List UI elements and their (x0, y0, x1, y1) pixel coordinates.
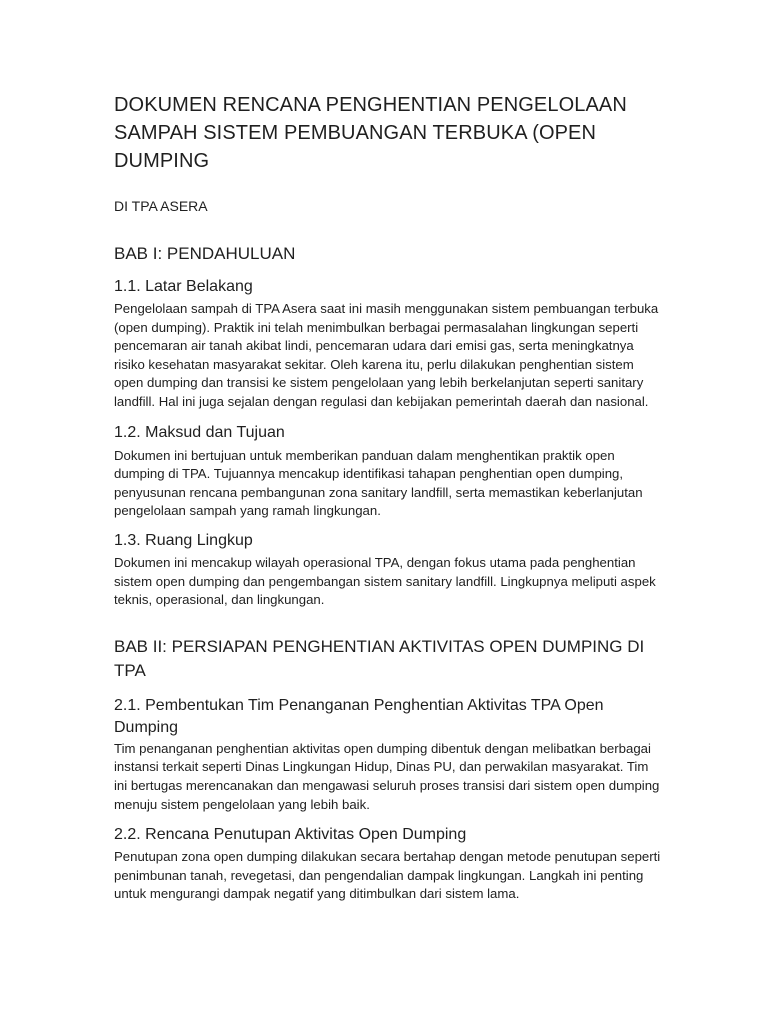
section-heading-1-3: 1.3. Ruang Lingkup (114, 531, 253, 549)
document-subtitle: DI TPA ASERA (114, 198, 208, 214)
document-page (114, 91, 662, 904)
section-body-1-1: Pengelolaan sampah di TPA Asera saat ini masih menggunakan sistem pembuangan terbuka (open dumping). Praktik ini telah menimbulkan berbagai permasalahan lingkungan seperti pencemaran air tanah akibat lindi, pencemaran udara dari emisi gas, serta meningkatnya risiko kesehatan masyarakat sekitar. Oleh karena itu, perlu dilakukan penghentian sistem open dumping dan transisi ke sistem pengelolaan yang lebih berkelanjutan seperti sanitary landfill. Hal ini juga sejalan dengan regulasi dan kebijakan pemerintah daerah dan nasional. (114, 301, 659, 409)
section-body-1-2: Dokumen ini bertujuan untuk memberikan panduan dalam menghentikan praktik open dumping di TPA. Tujuannya mencakup identifikasi tahapan penghentian open dumping, penyusunan rencana pembangunan zona sanitary landfill, serta memastikan keberlanjutan pengelolaan sampah yang ramah lingkungan. (114, 447, 643, 519)
section-heading-1-1: 1.1. Latar Belakang (114, 278, 253, 295)
section-body-1-3: Dokumen ini mencakup wilayah operasional TPA, dengan fokus utama pada penghentian sistem open dumping dan pengembangan sistem sanitary landfill. Lingkupnya meliputi aspek teknis, operasional, dan lingkungan. (114, 554, 656, 608)
chapter-heading-bab-1: BAB I: PENDAHULUAN (114, 244, 296, 263)
section-heading-2-1: 2.1. Pembentukan Tim Penanganan Penghentian Aktivitas TPA Open Dumping (114, 696, 604, 736)
section-heading-1-2: 1.2. Maksud dan Tujuan (114, 423, 285, 441)
section-heading-2-2: 2.2. Rencana Penutupan Aktivitas Open Dumping (114, 826, 467, 844)
document-title: DOKUMEN RENCANA PENGHENTIAN PENGELOLAAN SAMPAH SISTEM PEMBUANGAN TERBUKA (OPEN DUMPING (114, 94, 627, 172)
section-body-2-1: Tim penanganan penghentian aktivitas open dumping dibentuk dengan melibatkan berbagai instansi terkait seperti Dinas Lingkungan Hidup, Dinas PU, dan perwakilan masyarakat. Tim ini bertugas merencanakan dan mengawasi seluruh proses transisi dari sistem open dumping menuju sistem pengelolaan yang lebih baik. (114, 740, 660, 812)
chapter-heading-bab-2: BAB II: PERSIAPAN PENGHENTIAN AKTIVITAS OPEN DUMPING DI TPA (114, 636, 645, 680)
section-body-2-2: Penutupan zona open dumping dilakukan secara bertahap dengan metode penutupan seperti penimbunan tanah, revegetasi, dan pengendalian dampak lingkungan. Langkah ini penting untuk mengurangi dampak negatif yang ditimbulkan dari sistem lama. (114, 849, 661, 902)
